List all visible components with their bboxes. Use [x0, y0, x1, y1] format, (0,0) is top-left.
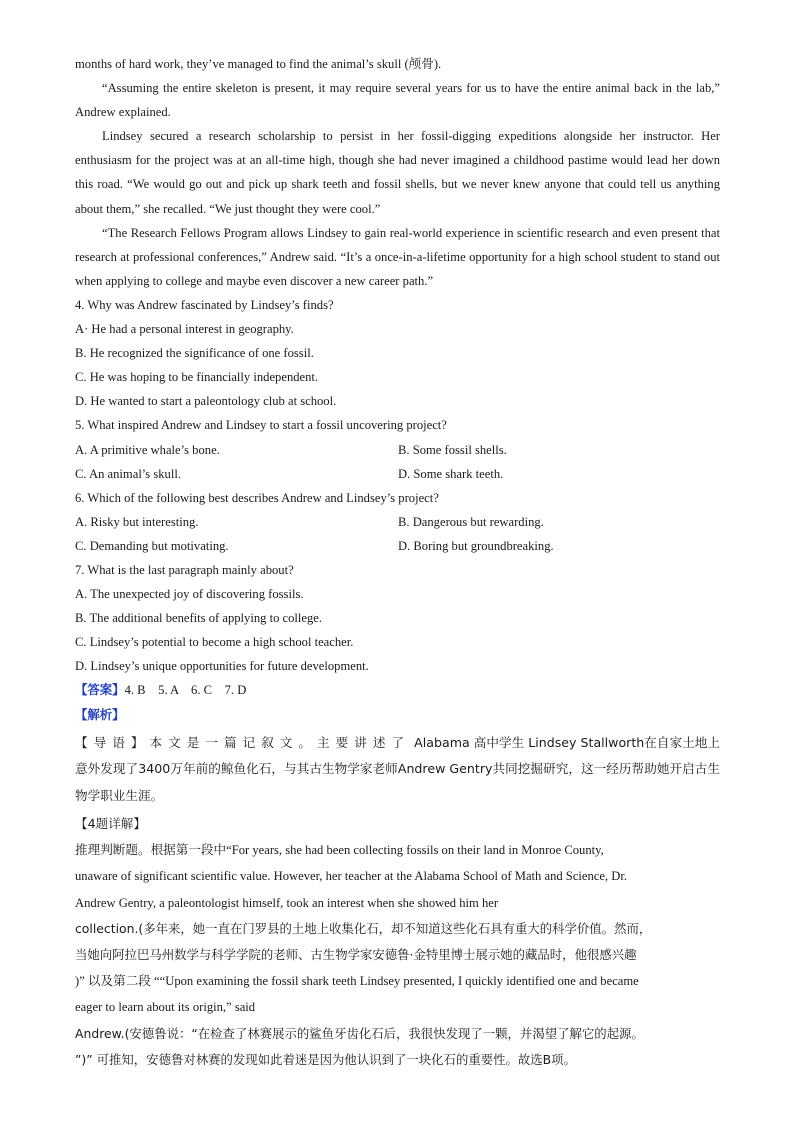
- option-a: A. A primitive whale’s bone.: [75, 442, 220, 457]
- detail-line: )” 以及第二段 ““Upon examining the fossil shark teeth Lindsey presented, I quickly identified one and became: [75, 974, 639, 989]
- detail-heading: 【4题详解】: [75, 816, 146, 832]
- question-6: [75, 486, 720, 558]
- passage-paragraph-2: Lindsey secured a research scholarship to persist in her fossil-digging expeditions alongside her instructor. Her enthusiasm for the project was at an all-time high, though she had never imagined a childhood pastime would lead her down this road. “We would go out and pick up shark teeth and fossil shells, but we never knew anyone that could tell us anything about them,” she recalled. “We just thought they were cool.”: [75, 129, 720, 216]
- intro-text: Alabama 高中学生 Lindsey Stallworth在自家土地上意外发现了3400万年前的鲸鱼化石，与其古生物学家老师Andrew Gentry共同挖掘研究，这一经历帮助她开启古生物学职业生涯。: [75, 734, 721, 803]
- question-7: [75, 558, 720, 678]
- detail-line: collection.(多年来，她一直在门罗县的土地上收集化石，却不知道这些化石具有重大的科学价值。然而，: [75, 920, 652, 936]
- analysis-label: 【解析】: [75, 707, 125, 723]
- detail-body: [75, 837, 720, 1073]
- question-5: [75, 413, 720, 485]
- answer-label: 【答案】: [75, 682, 125, 698]
- option-a: A· He had a personal interest in geography.: [75, 322, 294, 337]
- answer-values: 4. B 5. A 6. C 7. D: [124, 683, 247, 698]
- option-c: C. An animal’s skull.: [75, 466, 182, 481]
- option-b: B. The additional benefits of applying to college.: [75, 611, 323, 626]
- question-stem: 7. What is the last paragraph mainly about?: [75, 562, 294, 577]
- question-stem: 6. Which of the following best describes Andrew and Lindsey’s project?: [75, 490, 439, 505]
- question-stem: 5. What inspired Andrew and Lindsey to start a fossil uncovering project?: [75, 418, 447, 433]
- option-a: A. The unexpected joy of discovering fossils.: [75, 587, 304, 602]
- question-4: [75, 293, 720, 413]
- passage-paragraph-1: “Assuming the entire skeleton is present, it may require several years for us to have the entire animal back in the lab,” Andrew explained.: [75, 81, 720, 120]
- option-a: A. Risky but interesting.: [75, 514, 199, 529]
- option-d: D. Boring but groundbreaking.: [398, 538, 554, 553]
- passage-paragraph-0: months of hard work, they’ve managed to find the animal’s skull (颅骨).: [75, 57, 442, 71]
- analysis-intro: [75, 730, 720, 810]
- option-c: C. Lindsey’s potential to become a high school teacher.: [75, 635, 354, 650]
- detail-line: Andrew Gentry, a paleontologist himself, took an interest when she showed him her: [75, 895, 499, 910]
- detail-line: 当她向阿拉巴马州数学与科学学院的老师、古生物学家安德鲁·金特里博士展示她的藏品时，他很感兴趣: [75, 946, 637, 962]
- option-b: B. Some fossil shells.: [398, 442, 507, 457]
- detail-line: ”)” 可推知，安德鲁对林赛的发现如此着迷是因为他认识到了一块化石的重要性。故选B项。: [75, 1051, 576, 1067]
- option-b: B. He recognized the significance of one fossil.: [75, 346, 314, 361]
- analysis-heading: [75, 703, 720, 728]
- answer-line: [75, 678, 720, 703]
- intro-tag: 【导语】本文是一篇记叙文。主要讲述了: [75, 734, 411, 750]
- option-row: [75, 462, 720, 486]
- document-page: [75, 52, 720, 1073]
- option-d: D. Some shark teeth.: [398, 466, 504, 481]
- option-row: [75, 534, 720, 558]
- detail-line: Andrew.(安德鲁说：“在检查了林赛展示的鲨鱼牙齿化石后，我很快发现了一颗，并渴望了解它的起源。: [75, 1025, 644, 1041]
- passage-paragraph-3: “The Research Fellows Program allows Lindsey to gain real-world experience in scientific research and even present that research at professional conferences,” Andrew said. “It’s a once-in-a-lifetime opportunity for a high school student to stand out when applying to college and maybe even discover a new career path.”: [75, 225, 720, 288]
- option-c: C. He was hoping to be financially independent.: [75, 370, 319, 385]
- option-row: [75, 510, 720, 534]
- detail-line: unaware of significant scientific value. However, her teacher at the Alabama School of Math and Science, Dr.: [75, 869, 628, 884]
- option-d: D. Lindsey’s unique opportunities for future development.: [75, 659, 369, 674]
- question-stem: 4. Why was Andrew fascinated by Lindsey’s finds?: [75, 297, 334, 312]
- option-b: B. Dangerous but rewarding.: [398, 514, 544, 529]
- detail-line: 推理判断题。根据第一段中“For years, she had been collecting fossils on their land in Monroe County,: [75, 843, 604, 858]
- option-c: C. Demanding but motivating.: [75, 538, 229, 553]
- detail-line: eager to learn about its origin,” said: [75, 1000, 256, 1015]
- option-d: D. He wanted to start a paleontology club at school.: [75, 394, 337, 409]
- option-row: [75, 438, 720, 462]
